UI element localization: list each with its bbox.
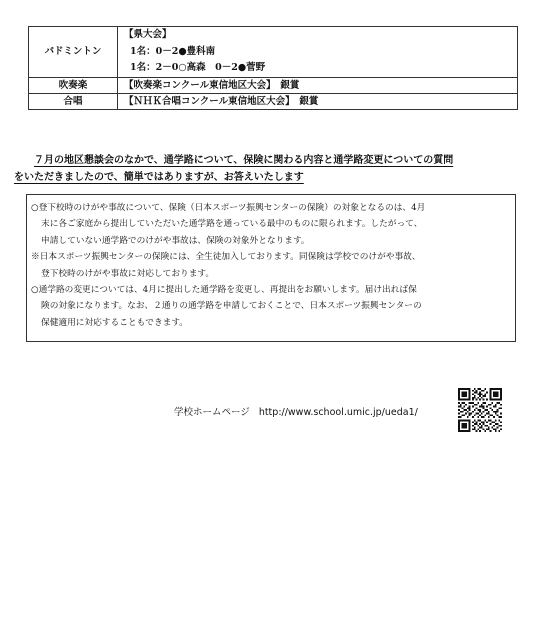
heading-line-2: をいただきましたので、簡単ではありますが、お答えいたします — [14, 172, 304, 183]
answer-line: 末に各ご家庭から提出していただいた通学路を通っている最中のものに限られます。したがって、 — [41, 219, 423, 230]
answer-line: 登下校時のけがや事故に対応しております。 — [41, 268, 215, 279]
footer — [174, 404, 418, 418]
category-cell-brass-band: 吹奏楽 — [29, 77, 118, 93]
qr-code-icon — [458, 388, 502, 432]
category-cell-badminton: バドミントン — [29, 27, 118, 78]
question-heading — [14, 152, 529, 186]
table-row — [29, 93, 518, 109]
table-row — [29, 77, 518, 93]
results-table — [28, 26, 518, 110]
result-cell-badminton — [118, 27, 518, 78]
result-line: 【県大会】 — [124, 29, 172, 40]
result-cell-chorus: 【ＮＨＫ合唱コンクール東信地区大会】 銀賞 — [118, 93, 518, 109]
result-cell-brass-band: 【吹奏楽コンクール東信地区大会】 銀賞 — [118, 77, 518, 93]
answer-line: ○登下校時のけがや事故について、保険（日本スポーツ振興センターの保険）の対象となるのは、4月 — [31, 203, 426, 213]
result-line: 1名：2－0○高森 0－2●菅野 — [130, 62, 266, 73]
answer-line: ※日本スポーツ振興センターの保険には、全生徒加入しております。同保険は学校でのけがや事故、 — [31, 252, 421, 263]
answer-line: 申請していない通学路でのけがや事故は、保険の対象外となります。 — [41, 235, 310, 246]
table-row — [29, 27, 518, 78]
answer-line: ○通学路の変更については、4月に提出した通学路を変更し、再提出をお願いします。届け出れば保 — [31, 285, 417, 296]
category-cell-chorus: 合唱 — [29, 93, 118, 109]
result-line: 1名：0－2●豊科南 — [130, 45, 216, 57]
answer-box — [26, 194, 516, 342]
heading-line-1: ７月の地区懇談会のなかで、通学路について、保険に関わる内容と通学路変更についての質問 — [34, 155, 454, 166]
answer-line: 保健適用に対応することもできます。 — [41, 317, 188, 328]
homepage-label: 学校ホームページ — [174, 407, 250, 418]
answer-line: 険の対象になります。なお、２通りの通学路を申請しておくことで、日本スポーツ振興センターの — [41, 301, 422, 312]
homepage-url-link[interactable]: http://www.school.umic.jp/ueda1/ — [258, 407, 418, 418]
